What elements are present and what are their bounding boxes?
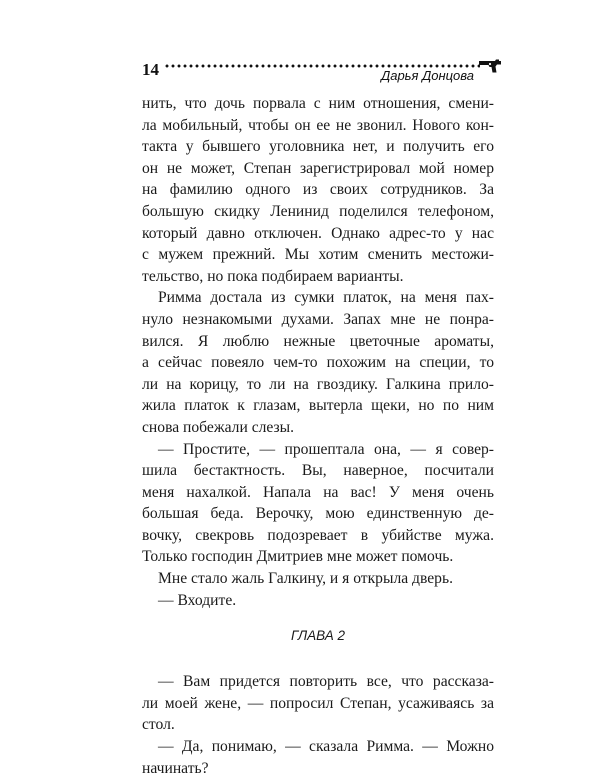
paragraphs-after-chapter <box>142 671 494 779</box>
text-line: ли на корицу, то ли на гвоздику. Галкина прило- <box>142 375 494 393</box>
text-line: нить, что дочь порвала с ним отношения, смени- <box>142 95 494 112</box>
text-line: большую скидку Ленинид поделился телефоном, <box>142 202 494 220</box>
text-line: вочку, свекровь подозревает в убийстве мужа. <box>142 526 494 544</box>
text-line: Мне стало жаль Галкину, и я открыла дверь. <box>158 570 453 588</box>
text-line: начинать? <box>142 759 209 777</box>
revolver-icon <box>478 58 502 74</box>
author-name: Дарья Донцова <box>381 68 474 83</box>
text-line: на фамилию одного из своих сотрудников. За <box>142 181 494 199</box>
text-line: — Вам придется повторить все, что рассказа- <box>158 673 494 691</box>
text-line: стол. <box>142 716 175 734</box>
paragraph <box>142 439 494 569</box>
text-line: ли моей жене, — попросил Степан, усаживаясь за <box>142 694 494 712</box>
page-number: 14 <box>142 60 159 79</box>
text-line: такта у бывшего уголовника нет, и получить его <box>142 138 494 156</box>
text-line: жила платок к глазам, вытерла щеки, но по ним <box>142 397 494 415</box>
text-line: Римма достала из сумки платок, на меня пах- <box>158 289 494 307</box>
text-line: снова побежали слезы. <box>142 418 295 436</box>
chapter-heading: ГЛАВА 2 <box>291 628 345 644</box>
text-line: тельство, но пока подбираем варианты. <box>142 267 404 285</box>
paragraph <box>142 93 494 287</box>
text-line: — Простите, — прошептала она, — я совер- <box>158 440 494 458</box>
text-line: большая беда. Верочку, мою единственную де- <box>142 505 494 523</box>
text-line: шила бестактность. Вы, наверное, посчитали <box>142 462 494 480</box>
text-line: вился. Я люблю нежные цветочные ароматы, <box>142 332 494 350</box>
paragraph <box>142 287 494 438</box>
paragraphs-before-chapter <box>142 93 494 611</box>
text-line: нуло незнакомыми духами. Запах мне не понра- <box>142 310 494 328</box>
text-line: он не может, Степан зарегистрировал мой номер <box>142 159 494 177</box>
paragraph <box>142 590 494 612</box>
text-line: Только господин Дмитриев мне может помочь. <box>142 548 454 566</box>
text-line: с мужем прежний. Мы хотим сменить местожи- <box>142 246 494 264</box>
paragraph <box>142 736 494 779</box>
text-line: меня нахалкой. Напала на вас! У меня очень <box>142 483 494 501</box>
running-header <box>142 56 502 84</box>
text-line: — Да, понимаю, — сказала Римма. — Можно <box>158 738 494 756</box>
paragraph <box>142 568 494 590</box>
paragraph <box>142 671 494 736</box>
text-line: — Входите. <box>158 591 237 609</box>
text-line: который давно отключен. Однако адрес-то у нас <box>142 224 494 242</box>
body-text <box>142 93 494 779</box>
text-line: а сейчас повеяло чем-то похожим на специи, то <box>142 354 494 372</box>
text-line: ла мобильный, чтобы он ее не звонил. Нового кон- <box>142 116 494 134</box>
